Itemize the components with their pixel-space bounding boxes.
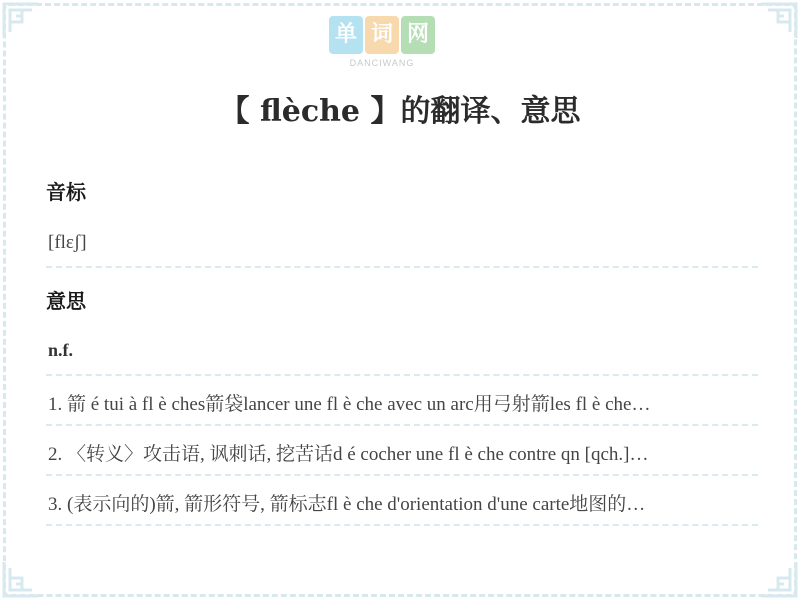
part-of-speech: n.f.	[48, 340, 74, 360]
phonetic-value: [flɛʃ]	[48, 232, 87, 253]
corner-ornament-icon	[0, 0, 42, 42]
page-title: 【 flèche 】的翻译、意思	[219, 94, 581, 129]
divider	[46, 374, 758, 376]
logo-tile: 词	[365, 16, 399, 54]
definition-item: 3. (表示向的)箭, 箭形符号, 箭标志fl è che d'orientation d'une carte地图的…	[48, 494, 646, 515]
site-logo	[327, 16, 437, 78]
corner-ornament-icon	[758, 0, 800, 42]
divider	[46, 474, 758, 476]
definition-item: 1. 箭 é tui à fl è ches箭袋lancer une fl è che avec un arc用弓射箭les fl è che…	[48, 394, 651, 415]
corner-ornament-icon	[0, 558, 42, 600]
divider	[46, 424, 758, 426]
divider	[46, 266, 758, 268]
logo-tile: 单	[329, 16, 363, 54]
corner-ornament-icon	[758, 558, 800, 600]
divider	[46, 524, 758, 526]
logo-tile: 网	[401, 16, 435, 54]
phonetic-heading: 音标	[46, 180, 86, 204]
meaning-heading: 意思	[46, 289, 86, 313]
logo-subtitle: DANCIWANG	[349, 58, 415, 68]
definition-item: 2. 〈转义〉攻击语, 讽刺话, 挖苦话d é cocher une fl è che contre qn [qch.]…	[48, 444, 649, 465]
